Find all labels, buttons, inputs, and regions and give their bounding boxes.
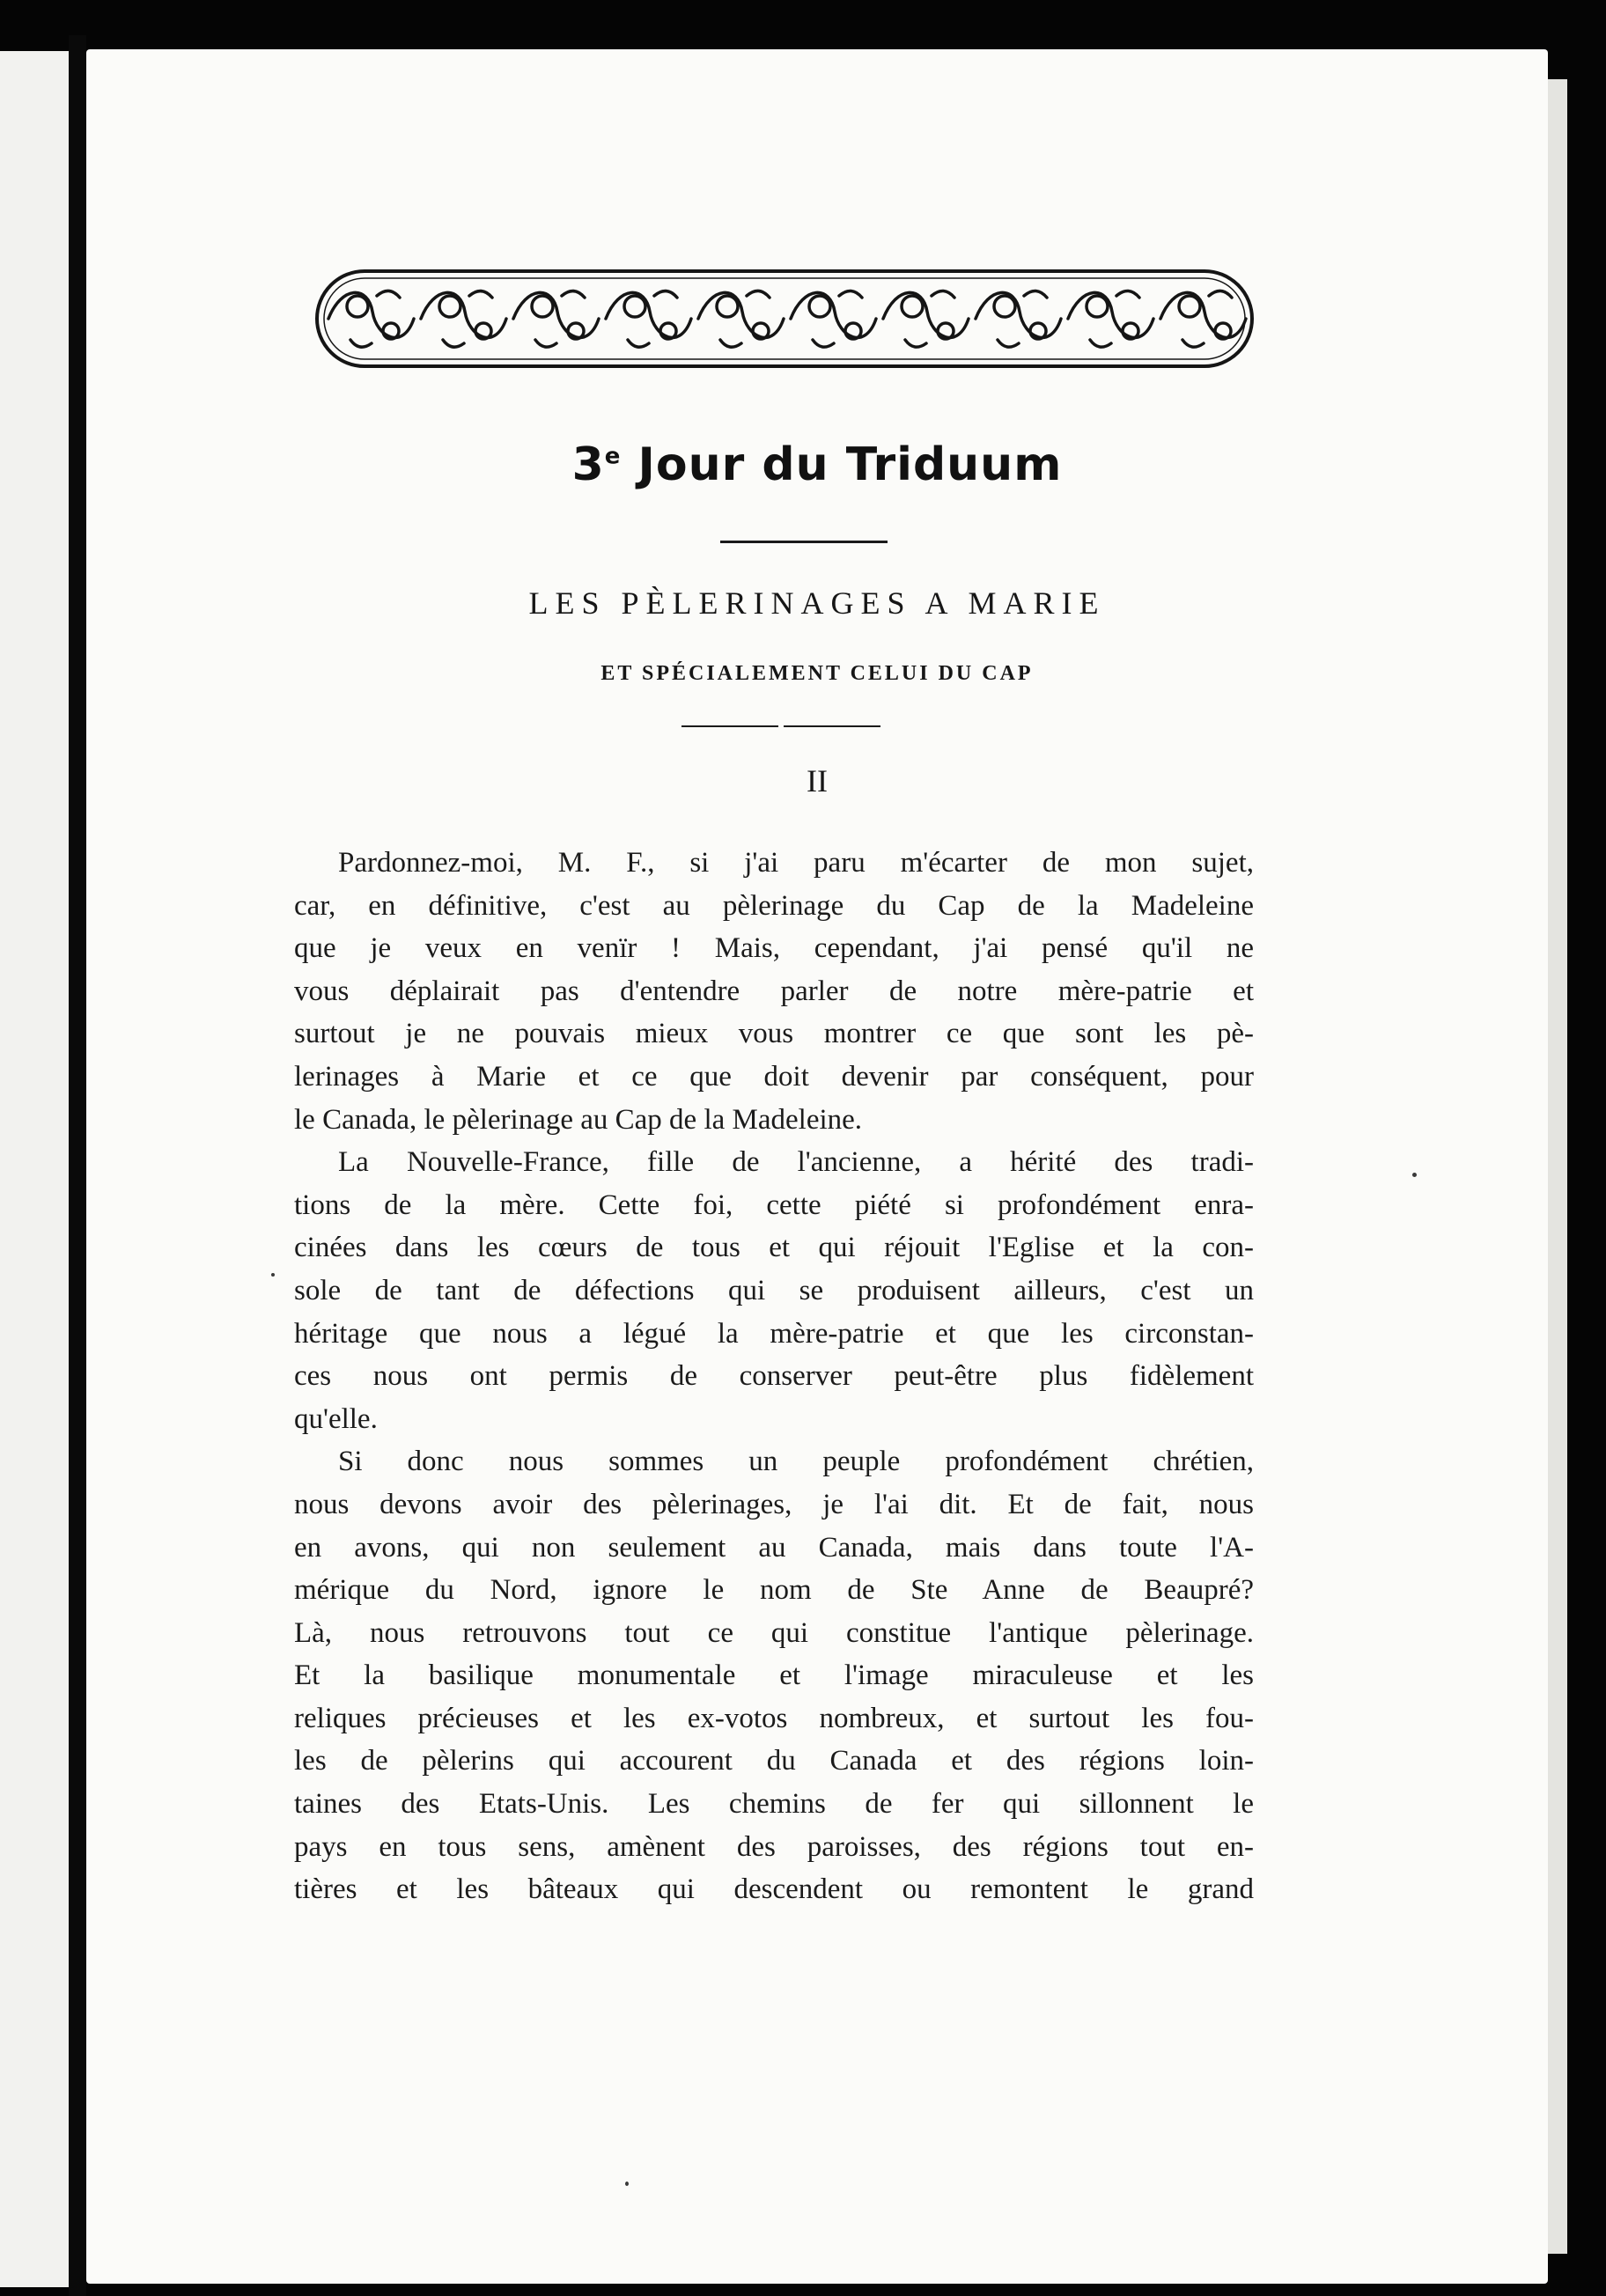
- text-line: pays en tous sens, amènent des paroisses, des régions tout en-: [294, 1830, 1254, 1863]
- text-line: lerinages à Marie et ce que doit devenir par conséquent, pour: [294, 1060, 1254, 1093]
- title-text: Jour du Triduum: [621, 438, 1063, 491]
- text-line: nous devons avoir des pèlerinages, je l'ai dit. Et de fait, nous: [294, 1488, 1254, 1520]
- text-line: taines des Etats-Unis. Les chemins de fer qui sillonnent le: [294, 1788, 1254, 1821]
- subheading-rule-left: [681, 725, 778, 727]
- facing-page-edge: [0, 51, 69, 2287]
- text-line: tières et les bâteaux qui descendent ou remontent le grand: [294, 1873, 1254, 1906]
- title-ordinal-suffix: e: [604, 443, 622, 470]
- floral-scroll-headpiece-icon: [315, 269, 1254, 368]
- title-rule: [720, 541, 888, 543]
- text-line: ces nous ont permis de conserver peut-être plus fidèlement: [294, 1360, 1254, 1393]
- text-line: que je veux en venïr ! Mais, cependant, j'ai pensé qu'il ne: [294, 932, 1254, 965]
- page-title: [86, 438, 1548, 491]
- text-line: tions de la mère. Cette foi, cette piété si profondément enra-: [294, 1188, 1254, 1221]
- text-line: qu'elle.: [294, 1402, 378, 1435]
- page-stack-edge: [1548, 79, 1567, 2254]
- text-line: héritage que nous a légué la mère-patrie et que les circonstan-: [294, 1317, 1254, 1350]
- text-line: mérique du Nord, ignore le nom de Ste Anne de Beaupré?: [294, 1574, 1254, 1607]
- section-number: II: [807, 763, 828, 798]
- text-line: car, en définitive, c'est au pèlerinage du Cap de la Madeleine: [294, 889, 1254, 922]
- text-line: La Nouvelle-France, fille de l'ancienne, a hérité des tradi-: [338, 1146, 1254, 1179]
- paper-speck: [1412, 1173, 1417, 1177]
- chapter-heading: LES PÈLERINAGES A MARIE: [528, 585, 1106, 621]
- text-line: Et la basilique monumentale et l'image miraculeuse et les: [294, 1659, 1254, 1692]
- text-line: Là, nous retrouvons tout ce qui constitue l'antique pèlerinage.: [294, 1616, 1254, 1649]
- title-day-number: 3: [571, 438, 605, 491]
- text-line: les de pèlerins qui accourent du Canada et des régions loin-: [294, 1745, 1254, 1777]
- text-line: sole de tant de défections qui se produisent ailleurs, c'est un: [294, 1274, 1254, 1306]
- text-line: Pardonnez-moi, M. F., si j'ai paru m'écarter de mon sujet,: [338, 847, 1254, 879]
- text-line: reliques précieuses et les ex-votos nombreux, et surtout les fou-: [294, 1702, 1254, 1734]
- paper-speck: [271, 1273, 275, 1277]
- body-text: [294, 842, 1254, 1911]
- text-line: Si donc nous sommes un peuple profondément chrétien,: [338, 1446, 1254, 1478]
- text-line: le Canada, le pèlerinage au Cap de la Madeleine.: [294, 1103, 863, 1136]
- text-line: cinées dans les cœurs de tous et qui réjouit l'Eglise et la con-: [294, 1232, 1254, 1264]
- text-line: en avons, qui non seulement au Canada, mais dans toute l'A-: [294, 1531, 1254, 1564]
- subheading-rule-right: [784, 725, 880, 727]
- book-spine-gap: [69, 35, 86, 2296]
- text-line: vous déplairait pas d'entendre parler de notre mère-patrie et: [294, 975, 1254, 1007]
- text-line: surtout je ne pouvais mieux vous montrer ce que sont les pè-: [294, 1018, 1254, 1050]
- chapter-subheading: ET SPÉCIALEMENT CELUI DU CAP: [600, 662, 1034, 685]
- paper-speck: [625, 2182, 629, 2186]
